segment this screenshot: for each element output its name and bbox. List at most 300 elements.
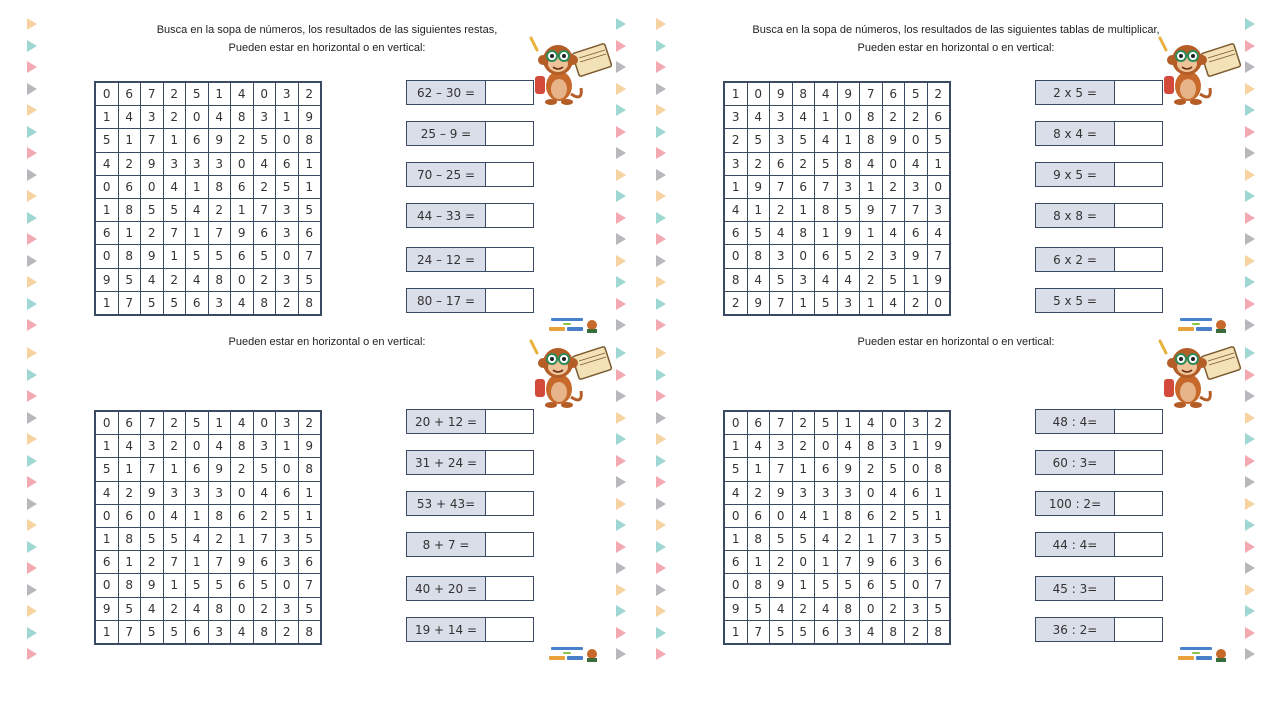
grid-cell[interactable]: 4 — [163, 504, 186, 527]
grid-cell[interactable]: 3 — [905, 527, 928, 550]
grid-cell[interactable]: 3 — [905, 597, 928, 620]
grid-cell[interactable]: 1 — [118, 458, 141, 481]
grid-cell[interactable]: 1 — [724, 620, 747, 644]
grid-cell[interactable]: 4 — [815, 268, 838, 291]
grid-cell[interactable]: 5 — [905, 82, 928, 106]
grid-cell[interactable]: 3 — [276, 527, 299, 550]
grid-cell[interactable]: 1 — [724, 435, 747, 458]
grid-cell[interactable]: 1 — [95, 620, 118, 644]
grid-cell[interactable]: 6 — [815, 458, 838, 481]
grid-cell[interactable]: 7 — [163, 222, 186, 245]
grid-cell[interactable]: 5 — [298, 268, 321, 291]
grid-cell[interactable]: 7 — [927, 245, 950, 268]
grid-cell[interactable]: 0 — [186, 106, 209, 129]
grid-cell[interactable]: 6 — [927, 551, 950, 574]
grid-cell[interactable]: 3 — [276, 551, 299, 574]
grid-cell[interactable]: 2 — [882, 175, 905, 198]
grid-cell[interactable]: 1 — [163, 458, 186, 481]
grid-cell[interactable]: 0 — [837, 106, 860, 129]
grid-cell[interactable]: 7 — [208, 551, 231, 574]
grid-cell[interactable]: 1 — [186, 504, 209, 527]
grid-cell[interactable]: 8 — [792, 222, 815, 245]
grid-cell[interactable]: 2 — [882, 106, 905, 129]
answer-box[interactable] — [1115, 618, 1162, 641]
grid-cell[interactable]: 5 — [837, 245, 860, 268]
grid-cell[interactable]: 0 — [231, 481, 254, 504]
grid-cell[interactable]: 3 — [276, 198, 299, 221]
grid-cell[interactable]: 6 — [860, 504, 883, 527]
grid-cell[interactable]: 4 — [231, 620, 254, 644]
grid-cell[interactable]: 2 — [298, 411, 321, 435]
grid-cell[interactable]: 5 — [770, 268, 793, 291]
grid-cell[interactable]: 4 — [724, 198, 747, 221]
grid-cell[interactable]: 0 — [815, 435, 838, 458]
grid-cell[interactable]: 2 — [276, 291, 299, 315]
grid-cell[interactable]: 0 — [882, 411, 905, 435]
grid-cell[interactable]: 4 — [905, 152, 928, 175]
grid-cell[interactable]: 0 — [276, 129, 299, 152]
answer-box[interactable] — [486, 533, 533, 556]
grid-cell[interactable]: 6 — [118, 411, 141, 435]
grid-cell[interactable]: 0 — [95, 411, 118, 435]
grid-cell[interactable]: 9 — [837, 82, 860, 106]
grid-cell[interactable]: 1 — [792, 291, 815, 315]
grid-cell[interactable]: 5 — [927, 597, 950, 620]
grid-cell[interactable]: 1 — [927, 504, 950, 527]
grid-cell[interactable]: 1 — [118, 222, 141, 245]
grid-cell[interactable]: 1 — [792, 198, 815, 221]
grid-cell[interactable]: 3 — [186, 481, 209, 504]
grid-cell[interactable]: 9 — [95, 268, 118, 291]
grid-cell[interactable]: 8 — [860, 435, 883, 458]
grid-cell[interactable]: 8 — [927, 620, 950, 644]
grid-cell[interactable]: 9 — [837, 222, 860, 245]
grid-cell[interactable]: 7 — [298, 574, 321, 597]
grid-cell[interactable]: 2 — [118, 152, 141, 175]
grid-cell[interactable]: 2 — [770, 198, 793, 221]
grid-cell[interactable]: 5 — [815, 411, 838, 435]
grid-cell[interactable]: 6 — [231, 245, 254, 268]
grid-cell[interactable]: 3 — [724, 106, 747, 129]
grid-cell[interactable]: 6 — [815, 245, 838, 268]
grid-cell[interactable]: 1 — [298, 152, 321, 175]
grid-cell[interactable]: 3 — [208, 152, 231, 175]
answer-box[interactable] — [1115, 163, 1162, 186]
grid-cell[interactable]: 5 — [792, 620, 815, 644]
grid-cell[interactable]: 0 — [927, 175, 950, 198]
grid-cell[interactable]: 2 — [163, 268, 186, 291]
grid-cell[interactable]: 7 — [141, 458, 164, 481]
answer-box[interactable] — [486, 289, 533, 312]
grid-cell[interactable]: 1 — [724, 527, 747, 550]
grid-cell[interactable]: 5 — [815, 574, 838, 597]
grid-cell[interactable]: 3 — [882, 435, 905, 458]
answer-box[interactable] — [486, 204, 533, 227]
grid-cell[interactable]: 2 — [860, 458, 883, 481]
grid-cell[interactable]: 3 — [186, 152, 209, 175]
grid-cell[interactable]: 5 — [724, 458, 747, 481]
grid-cell[interactable]: 6 — [253, 222, 276, 245]
grid-cell[interactable]: 3 — [276, 268, 299, 291]
answer-box[interactable] — [486, 577, 533, 600]
grid-cell[interactable]: 8 — [837, 152, 860, 175]
grid-cell[interactable]: 5 — [276, 504, 299, 527]
grid-cell[interactable]: 9 — [95, 597, 118, 620]
grid-cell[interactable]: 7 — [905, 198, 928, 221]
grid-cell[interactable]: 9 — [770, 82, 793, 106]
grid-cell[interactable]: 5 — [815, 291, 838, 315]
grid-cell[interactable]: 2 — [208, 527, 231, 550]
grid-cell[interactable]: 3 — [905, 551, 928, 574]
grid-cell[interactable]: 0 — [905, 129, 928, 152]
grid-cell[interactable]: 4 — [815, 527, 838, 550]
grid-cell[interactable]: 9 — [747, 291, 770, 315]
grid-cell[interactable]: 0 — [231, 597, 254, 620]
grid-cell[interactable]: 2 — [837, 527, 860, 550]
grid-cell[interactable]: 9 — [298, 106, 321, 129]
grid-cell[interactable]: 5 — [882, 574, 905, 597]
grid-cell[interactable]: 5 — [298, 527, 321, 550]
grid-cell[interactable]: 8 — [724, 268, 747, 291]
grid-cell[interactable]: 3 — [253, 106, 276, 129]
grid-cell[interactable]: 2 — [276, 620, 299, 644]
grid-cell[interactable]: 5 — [747, 129, 770, 152]
grid-cell[interactable]: 4 — [747, 106, 770, 129]
grid-cell[interactable]: 1 — [163, 574, 186, 597]
grid-cell[interactable]: 7 — [253, 527, 276, 550]
grid-cell[interactable]: 1 — [298, 175, 321, 198]
grid-cell[interactable]: 5 — [905, 504, 928, 527]
grid-cell[interactable]: 9 — [141, 481, 164, 504]
grid-cell[interactable]: 3 — [141, 106, 164, 129]
grid-cell[interactable]: 9 — [298, 435, 321, 458]
grid-cell[interactable]: 7 — [118, 620, 141, 644]
grid-cell[interactable]: 2 — [163, 82, 186, 106]
grid-cell[interactable]: 8 — [837, 504, 860, 527]
grid-cell[interactable]: 3 — [163, 481, 186, 504]
grid-cell[interactable]: 4 — [860, 152, 883, 175]
grid-cell[interactable]: 5 — [882, 458, 905, 481]
grid-cell[interactable]: 0 — [141, 504, 164, 527]
grid-cell[interactable]: 0 — [231, 268, 254, 291]
grid-cell[interactable]: 6 — [724, 222, 747, 245]
grid-cell[interactable]: 2 — [792, 152, 815, 175]
grid-cell[interactable]: 1 — [298, 481, 321, 504]
grid-cell[interactable]: 3 — [837, 175, 860, 198]
grid-cell[interactable]: 4 — [231, 291, 254, 315]
grid-cell[interactable]: 4 — [747, 435, 770, 458]
grid-cell[interactable]: 0 — [905, 458, 928, 481]
answer-box[interactable] — [1115, 410, 1162, 433]
grid-cell[interactable]: 5 — [837, 574, 860, 597]
grid-cell[interactable]: 5 — [298, 597, 321, 620]
grid-cell[interactable]: 1 — [815, 222, 838, 245]
grid-cell[interactable]: 2 — [253, 175, 276, 198]
grid-cell[interactable]: 8 — [298, 129, 321, 152]
grid-cell[interactable]: 6 — [815, 620, 838, 644]
grid-cell[interactable]: 4 — [882, 291, 905, 315]
grid-cell[interactable]: 1 — [724, 82, 747, 106]
grid-cell[interactable]: 6 — [724, 551, 747, 574]
grid-cell[interactable]: 2 — [163, 597, 186, 620]
grid-cell[interactable]: 2 — [141, 551, 164, 574]
grid-cell[interactable]: 0 — [95, 175, 118, 198]
grid-cell[interactable]: 1 — [905, 268, 928, 291]
grid-cell[interactable]: 7 — [770, 175, 793, 198]
grid-cell[interactable]: 5 — [186, 574, 209, 597]
grid-cell[interactable]: 5 — [927, 527, 950, 550]
grid-cell[interactable]: 5 — [837, 198, 860, 221]
grid-cell[interactable]: 3 — [792, 268, 815, 291]
grid-cell[interactable]: 4 — [231, 411, 254, 435]
grid-cell[interactable]: 8 — [118, 574, 141, 597]
grid-cell[interactable]: 1 — [860, 291, 883, 315]
grid-cell[interactable]: 2 — [141, 222, 164, 245]
grid-cell[interactable]: 1 — [860, 527, 883, 550]
grid-cell[interactable]: 2 — [163, 411, 186, 435]
grid-cell[interactable]: 4 — [882, 222, 905, 245]
grid-cell[interactable]: 4 — [837, 268, 860, 291]
grid-cell[interactable]: 4 — [118, 106, 141, 129]
grid-cell[interactable]: 1 — [163, 245, 186, 268]
grid-cell[interactable]: 4 — [95, 152, 118, 175]
grid-cell[interactable]: 7 — [253, 198, 276, 221]
grid-cell[interactable]: 4 — [724, 481, 747, 504]
grid-cell[interactable]: 3 — [815, 481, 838, 504]
grid-cell[interactable]: 4 — [860, 620, 883, 644]
grid-cell[interactable]: 4 — [163, 175, 186, 198]
grid-cell[interactable]: 3 — [770, 106, 793, 129]
grid-cell[interactable]: 1 — [208, 82, 231, 106]
grid-cell[interactable]: 1 — [163, 129, 186, 152]
grid-cell[interactable]: 0 — [882, 152, 905, 175]
grid-cell[interactable]: 8 — [253, 291, 276, 315]
grid-cell[interactable]: 9 — [747, 175, 770, 198]
grid-cell[interactable]: 3 — [792, 481, 815, 504]
grid-cell[interactable]: 9 — [837, 458, 860, 481]
grid-cell[interactable]: 1 — [860, 175, 883, 198]
grid-cell[interactable]: 0 — [186, 435, 209, 458]
grid-cell[interactable]: 8 — [747, 574, 770, 597]
grid-cell[interactable]: 4 — [792, 504, 815, 527]
grid-cell[interactable]: 0 — [860, 481, 883, 504]
grid-cell[interactable]: 6 — [882, 551, 905, 574]
grid-cell[interactable]: 8 — [231, 106, 254, 129]
grid-cell[interactable]: 4 — [747, 268, 770, 291]
grid-cell[interactable]: 7 — [882, 198, 905, 221]
grid-cell[interactable]: 6 — [770, 152, 793, 175]
grid-cell[interactable]: 0 — [276, 458, 299, 481]
grid-cell[interactable]: 0 — [95, 245, 118, 268]
grid-cell[interactable]: 4 — [837, 435, 860, 458]
grid-cell[interactable]: 6 — [231, 504, 254, 527]
grid-cell[interactable]: 2 — [163, 435, 186, 458]
grid-cell[interactable]: 5 — [747, 597, 770, 620]
grid-cell[interactable]: 5 — [118, 268, 141, 291]
grid-cell[interactable]: 7 — [770, 458, 793, 481]
grid-cell[interactable]: 0 — [95, 82, 118, 106]
grid-cell[interactable]: 5 — [163, 620, 186, 644]
grid-cell[interactable]: 8 — [837, 597, 860, 620]
grid-cell[interactable]: 2 — [905, 106, 928, 129]
grid-cell[interactable]: 1 — [118, 551, 141, 574]
grid-cell[interactable]: 9 — [927, 268, 950, 291]
grid-cell[interactable]: 8 — [882, 620, 905, 644]
grid-cell[interactable]: 3 — [770, 245, 793, 268]
grid-cell[interactable]: 6 — [253, 551, 276, 574]
grid-cell[interactable]: 5 — [208, 574, 231, 597]
answer-box[interactable] — [1115, 533, 1162, 556]
grid-cell[interactable]: 7 — [118, 291, 141, 315]
grid-cell[interactable]: 0 — [95, 504, 118, 527]
grid-cell[interactable]: 3 — [141, 435, 164, 458]
grid-cell[interactable]: 5 — [141, 620, 164, 644]
grid-cell[interactable]: 1 — [95, 291, 118, 315]
grid-cell[interactable]: 2 — [231, 129, 254, 152]
grid-cell[interactable]: 9 — [208, 129, 231, 152]
grid-cell[interactable]: 4 — [231, 82, 254, 106]
grid-cell[interactable]: 1 — [186, 175, 209, 198]
grid-cell[interactable]: 5 — [770, 527, 793, 550]
grid-cell[interactable]: 9 — [860, 198, 883, 221]
grid-cell[interactable]: 5 — [882, 268, 905, 291]
grid-cell[interactable]: 1 — [95, 198, 118, 221]
grid-cell[interactable]: 3 — [276, 82, 299, 106]
grid-cell[interactable]: 4 — [118, 435, 141, 458]
answer-box[interactable] — [486, 122, 533, 145]
grid-cell[interactable]: 3 — [276, 411, 299, 435]
grid-cell[interactable]: 8 — [208, 268, 231, 291]
grid-cell[interactable]: 2 — [770, 551, 793, 574]
grid-cell[interactable]: 4 — [186, 527, 209, 550]
grid-cell[interactable]: 4 — [770, 222, 793, 245]
grid-cell[interactable]: 2 — [118, 481, 141, 504]
grid-cell[interactable]: 2 — [253, 504, 276, 527]
grid-cell[interactable]: 9 — [860, 551, 883, 574]
grid-cell[interactable]: 8 — [815, 198, 838, 221]
grid-cell[interactable]: 9 — [905, 245, 928, 268]
grid-cell[interactable]: 0 — [770, 504, 793, 527]
grid-cell[interactable]: 8 — [298, 458, 321, 481]
grid-cell[interactable]: 3 — [770, 435, 793, 458]
answer-box[interactable] — [1115, 289, 1162, 312]
grid-cell[interactable]: 3 — [208, 620, 231, 644]
grid-cell[interactable]: 0 — [724, 411, 747, 435]
grid-cell[interactable]: 9 — [770, 481, 793, 504]
grid-cell[interactable]: 2 — [860, 245, 883, 268]
grid-cell[interactable]: 1 — [186, 551, 209, 574]
grid-cell[interactable]: 0 — [927, 291, 950, 315]
grid-cell[interactable]: 6 — [276, 152, 299, 175]
grid-cell[interactable]: 8 — [747, 245, 770, 268]
grid-cell[interactable]: 8 — [208, 504, 231, 527]
grid-cell[interactable]: 6 — [276, 481, 299, 504]
grid-cell[interactable]: 5 — [747, 222, 770, 245]
grid-cell[interactable]: 3 — [882, 245, 905, 268]
grid-cell[interactable]: 9 — [208, 458, 231, 481]
grid-cell[interactable]: 6 — [186, 620, 209, 644]
grid-cell[interactable]: 1 — [118, 129, 141, 152]
grid-cell[interactable]: 1 — [231, 527, 254, 550]
grid-cell[interactable]: 1 — [298, 504, 321, 527]
grid-cell[interactable]: 6 — [747, 504, 770, 527]
answer-box[interactable] — [1115, 492, 1162, 515]
grid-cell[interactable]: 1 — [724, 175, 747, 198]
grid-cell[interactable]: 3 — [208, 481, 231, 504]
grid-cell[interactable]: 0 — [276, 574, 299, 597]
grid-cell[interactable]: 8 — [208, 175, 231, 198]
grid-cell[interactable]: 9 — [882, 129, 905, 152]
grid-cell[interactable]: 6 — [95, 222, 118, 245]
grid-cell[interactable]: 3 — [837, 291, 860, 315]
grid-cell[interactable]: 5 — [141, 527, 164, 550]
grid-cell[interactable]: 0 — [792, 551, 815, 574]
grid-cell[interactable]: 7 — [860, 82, 883, 106]
grid-cell[interactable]: 6 — [792, 175, 815, 198]
grid-cell[interactable]: 7 — [770, 411, 793, 435]
answer-box[interactable] — [486, 248, 533, 271]
grid-cell[interactable]: 0 — [95, 574, 118, 597]
grid-cell[interactable]: 2 — [747, 152, 770, 175]
grid-cell[interactable]: 0 — [724, 245, 747, 268]
grid-cell[interactable]: 2 — [882, 504, 905, 527]
grid-cell[interactable]: 9 — [770, 574, 793, 597]
grid-cell[interactable]: 1 — [276, 435, 299, 458]
grid-cell[interactable]: 1 — [927, 481, 950, 504]
grid-cell[interactable]: 0 — [724, 504, 747, 527]
grid-cell[interactable]: 1 — [231, 198, 254, 221]
grid-cell[interactable]: 5 — [276, 175, 299, 198]
grid-cell[interactable]: 0 — [724, 574, 747, 597]
grid-cell[interactable]: 2 — [208, 198, 231, 221]
grid-cell[interactable]: 6 — [118, 82, 141, 106]
grid-cell[interactable]: 1 — [276, 106, 299, 129]
grid-cell[interactable]: 5 — [186, 245, 209, 268]
grid-cell[interactable]: 0 — [905, 574, 928, 597]
answer-box[interactable] — [486, 163, 533, 186]
grid-cell[interactable]: 2 — [882, 597, 905, 620]
answer-box[interactable] — [486, 410, 533, 433]
grid-cell[interactable]: 9 — [141, 152, 164, 175]
grid-cell[interactable]: 8 — [927, 458, 950, 481]
grid-cell[interactable]: 7 — [298, 245, 321, 268]
grid-cell[interactable]: 8 — [253, 620, 276, 644]
grid-cell[interactable]: 4 — [815, 129, 838, 152]
grid-cell[interactable]: 3 — [770, 129, 793, 152]
answer-box[interactable] — [1115, 577, 1162, 600]
grid-cell[interactable]: 1 — [95, 106, 118, 129]
grid-cell[interactable]: 7 — [141, 129, 164, 152]
grid-cell[interactable]: 6 — [298, 222, 321, 245]
grid-cell[interactable]: 4 — [927, 222, 950, 245]
grid-cell[interactable]: 6 — [186, 458, 209, 481]
grid-cell[interactable]: 4 — [186, 198, 209, 221]
grid-cell[interactable]: 2 — [792, 597, 815, 620]
grid-cell[interactable]: 5 — [163, 527, 186, 550]
grid-cell[interactable]: 1 — [815, 551, 838, 574]
grid-cell[interactable]: 1 — [186, 222, 209, 245]
grid-cell[interactable]: 5 — [163, 291, 186, 315]
grid-cell[interactable]: 5 — [927, 129, 950, 152]
grid-cell[interactable]: 0 — [141, 175, 164, 198]
grid-cell[interactable]: 5 — [770, 620, 793, 644]
grid-cell[interactable]: 1 — [837, 411, 860, 435]
grid-cell[interactable]: 6 — [905, 481, 928, 504]
grid-cell[interactable]: 5 — [95, 129, 118, 152]
grid-cell[interactable]: 2 — [927, 411, 950, 435]
grid-cell[interactable]: 2 — [253, 268, 276, 291]
grid-cell[interactable]: 1 — [747, 458, 770, 481]
